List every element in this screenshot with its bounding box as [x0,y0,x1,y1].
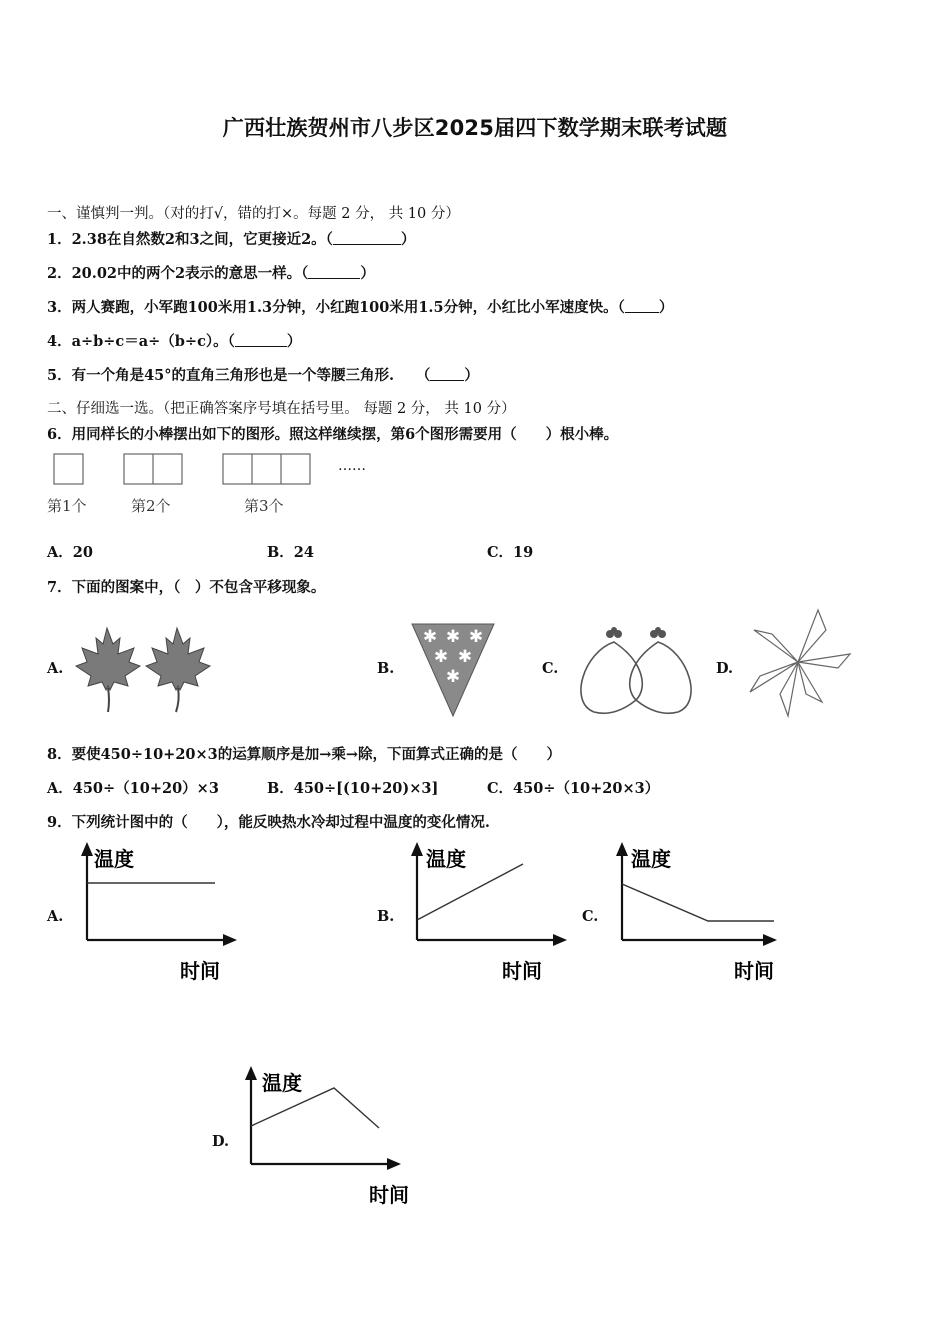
q9-option-c[interactable]: C. [582,908,599,925]
answer-blank[interactable] [430,366,464,381]
q7-option-d[interactable]: D. [716,660,734,677]
question-5-text: 5．有一个角是45°的直角三角形也是一个等腰三角形. （ [47,367,431,384]
x-axis-label: 时间 [180,959,220,983]
svg-text:✱: ✱ [433,647,449,667]
graph-d-rise-fall [234,1064,414,1209]
figure-1-square [54,454,83,484]
continuation-ellipsis: …… [338,458,366,474]
svg-text:✱: ✱ [445,667,461,687]
triangle-snowflakes-image [410,622,496,718]
question-6: 6．用同样长的小棒摆出如下的图形。照这样继续摆，第6个图形需要用（ ）根小棒。 [47,426,619,443]
maple-leaves-image [72,622,217,714]
section1-heading: 一、谨慎判一判。（对的打√，错的打×。每题 2 分， 共 10 分） [47,206,460,222]
graph-c-cooling [605,840,790,985]
maple-leaf-left [76,628,140,690]
svg-text:✱: ✱ [457,647,473,667]
q6-option-a[interactable]: A．20 [47,544,93,561]
figure-caption-1: 第1个 [47,497,87,515]
q8-option-a[interactable]: A．450÷（10+20）×3 [47,780,219,797]
q9-option-d[interactable]: D. [212,1133,230,1150]
q8-option-c[interactable]: C．450÷（10+20×3） [487,780,660,797]
question-2 [47,262,375,283]
question-8: 8．要使450÷10+20×3的运算顺序是加→乘→除，下面算式正确的是（ ） [47,746,562,763]
figure-caption-3: 第3个 [244,497,284,515]
svg-text:✱: ✱ [468,627,484,647]
question-3-end: ） [658,299,674,316]
question-9: 9．下列统计图中的（ ），能反映热水冷却过程中温度的变化情况. [47,814,490,831]
svg-text:✱: ✱ [445,627,461,647]
figure-caption-2: 第2个 [131,497,171,515]
svg-text:✱: ✱ [422,627,438,647]
question-1 [47,228,415,249]
figure-3-squares [223,454,310,484]
answer-blank[interactable] [333,230,401,245]
answer-blank[interactable] [308,264,360,279]
page-title: 广西壮族贺州市八步区2025届四下数学期末联考试题 [222,116,728,140]
q8-option-b[interactable]: B．450÷[(10+20)×3] [267,780,439,797]
graph-a-constant [70,840,250,985]
question-2-text: 2．20.02中的两个2表示的意思一样。（ [47,265,309,282]
hearts-image [574,622,698,718]
question-1-end: ） [400,231,416,248]
question-5 [47,364,479,385]
question-1-text: 1．2.38在自然数2和3之间，它更接近2。（ [47,231,333,248]
question-3-text: 3．两人赛跑，小军跑100米用1.3分钟，小红跑100米用1.5分钟，小红比小军速度快。（ [47,299,625,316]
y-axis-label: 温度 [631,847,671,871]
q7-option-c[interactable]: C. [542,660,559,677]
question-4 [47,330,301,351]
q9-option-a[interactable]: A. [47,908,64,925]
x-axis-label: 时间 [502,959,542,983]
question-4-end: ） [286,333,302,350]
question-7: 7．下面的图案中，（ ）不包含平移现象。 [47,579,326,596]
q7-option-b[interactable]: B. [377,660,395,677]
q9-option-b[interactable]: B. [377,908,395,925]
pinwheel-image [748,606,856,720]
x-axis-label: 时间 [369,1183,409,1207]
question-5-end: ） [464,367,479,384]
q6-option-c[interactable]: C．19 [487,544,534,561]
question-3 [47,296,673,317]
section2-heading: 二、仔细选一选。（把正确答案序号填在括号里。 每题 2 分， 共 10 分） [47,401,516,417]
maple-leaf-right [146,628,210,690]
graph-b-rising [400,840,580,985]
q6-option-b[interactable]: B．24 [267,544,314,561]
question-2-end: ） [360,265,375,282]
y-axis-label: 温度 [94,847,134,871]
y-axis-label: 温度 [262,1071,302,1095]
answer-blank[interactable] [235,332,287,347]
question-4-text: 4．a÷b÷c＝a÷（b÷c）。（ [47,333,235,350]
q7-option-a[interactable]: A. [47,660,64,677]
x-axis-label: 时间 [734,959,774,983]
y-axis-label: 温度 [426,847,466,871]
answer-blank[interactable] [625,298,659,313]
